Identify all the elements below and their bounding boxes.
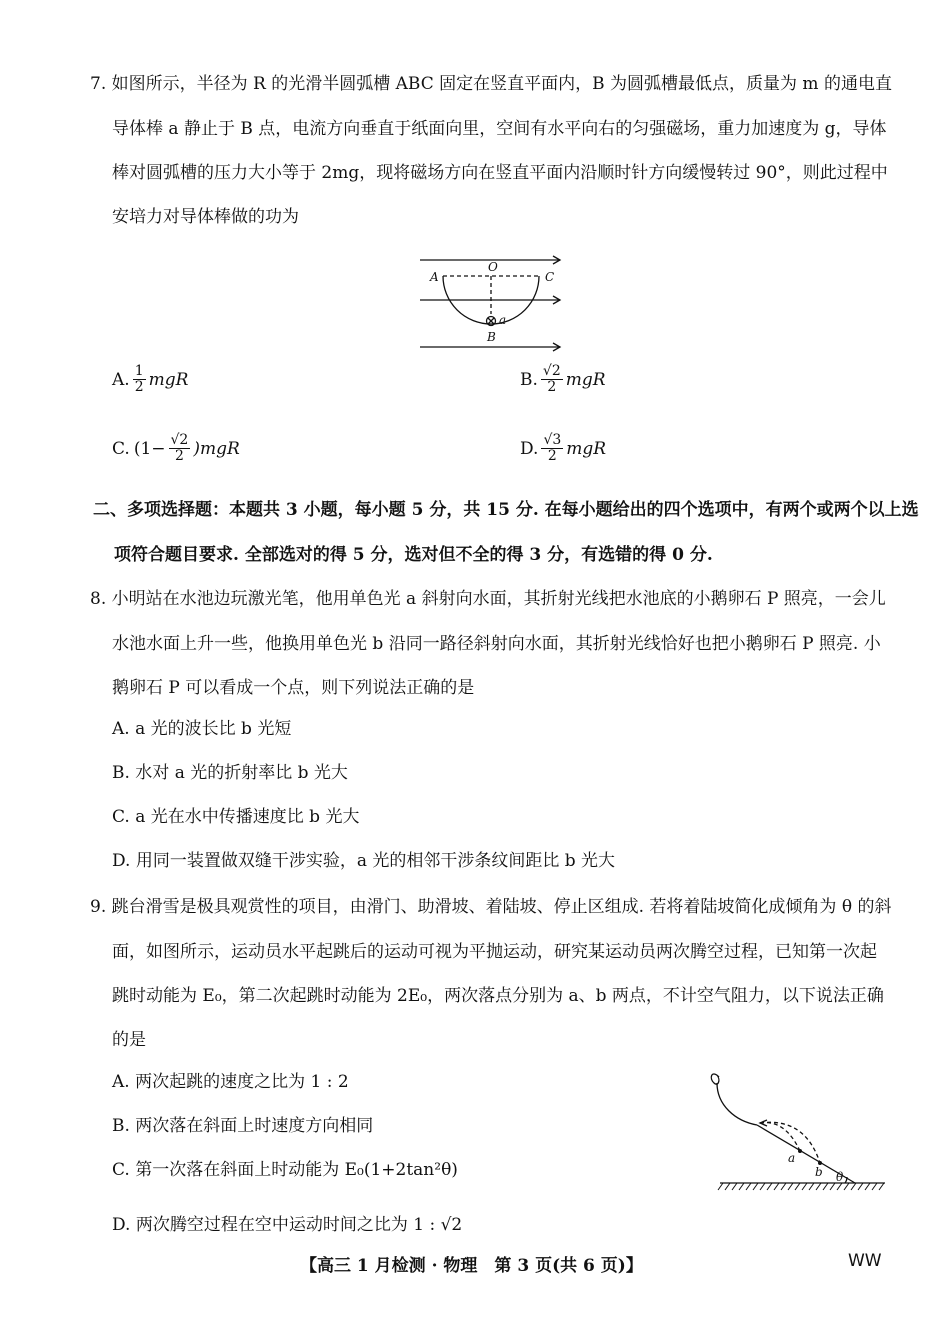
q9-label-b: b <box>815 1165 823 1179</box>
q8-stem-line3: 鹅卵石 P 可以看成一个点，则下列说法正确的是 <box>112 678 475 698</box>
q9-option-a[interactable]: A. 两次起跳的速度之比为 1 : 2 <box>112 1072 349 1092</box>
page-footer: 【高三 1 月检测 · 物理 第 3 页(共 6 页)】 <box>300 1256 643 1276</box>
q9-stem-line1: 9. 跳台滑雪是极具观赏性的项目，由滑门、助滑坡、着陆坡、停止区组成. 若将着陆坡简化成倾角为 θ 的斜 <box>90 897 892 917</box>
q8-stem-line2: 水池水面上升一些，他换用单色光 b 沿同一路径斜射向水面，其折射光线恰好也把小鹅卵石 P 照亮. 小 <box>112 634 881 654</box>
q7-label-B: B <box>487 330 496 344</box>
q7-option-a[interactable]: A. $\frac{1}{2}$ mgR <box>112 363 189 395</box>
q9-label-theta: θ <box>836 1170 844 1184</box>
q9-figure <box>705 1065 890 1200</box>
section2-heading-line2: 项符合题目要求. 全部选对的得 5 分，选对但不全的得 3 分，有选错的得 0 分. <box>114 545 713 565</box>
q7-label-a: a <box>499 313 507 327</box>
q8-option-c[interactable]: C. a 光在水中传播速度比 b 光大 <box>112 807 360 827</box>
q9-option-d[interactable]: D. 两次腾空过程在空中运动时间之比为 1 : √2 <box>112 1215 463 1235</box>
q7-label-C: C <box>545 270 555 284</box>
q7-label-O: O <box>488 260 498 274</box>
q9-stem-line3: 跳时动能为 E₀，第二次起跳时动能为 2E₀，两次落点分别为 a、b 两点，不计空气阻力，以下说法正确 <box>112 986 884 1006</box>
q7-stem-line4: 安培力对导体棒做的功为 <box>112 207 299 227</box>
q8-stem-line1: 8. 小明站在水池边玩激光笔，他用单色光 a 斜射向水面，其折射光线把水池底的小鹅卵石 P 照亮，一会儿 <box>90 589 886 609</box>
q7-figure <box>415 250 565 355</box>
q9-option-c[interactable]: C. 第一次落在斜面上时动能为 E₀(1+2tan²θ) <box>112 1160 458 1180</box>
q7-stem-line1: 7. 如图所示，半径为 R 的光滑半圆弧槽 ABC 固定在竖直平面内，B 为圆弧槽最低点，质量为 m 的通电直 <box>90 74 892 94</box>
q9-option-b[interactable]: B. 两次落在斜面上时速度方向相同 <box>112 1116 374 1136</box>
q9-label-a: a <box>788 1151 796 1165</box>
q7-stem-line3: 棒对圆弧槽的压力大小等于 2mg，现将磁场方向在竖直平面内沿顺时针方向缓慢转过 90°，则此过程中 <box>112 163 888 183</box>
q9-stem-line4: 的是 <box>112 1030 146 1050</box>
q9-stem-line2: 面，如图所示，运动员水平起跳后的运动可视为平抛运动，研究某运动员两次腾空过程，已知第一次起 <box>112 942 877 962</box>
q7-stem-line2: 导体棒 a 静止于 B 点，电流方向垂直于纸面向里，空间有水平向右的匀强磁场，重力加速度为 g，导体 <box>112 119 887 139</box>
q8-option-a[interactable]: A. a 光的波长比 b 光短 <box>112 719 292 739</box>
section2-heading-line1: 二、多项选择题：本题共 3 小题，每小题 5 分，共 15 分. 在每小题给出的四个选项中，有两个或两个以上选 <box>93 500 919 520</box>
q8-option-d[interactable]: D. 用同一装置做双缝干涉实验，a 光的相邻干涉条纹间距比 b 光大 <box>112 851 616 871</box>
q7-option-c[interactable]: C. (1− $\frac{√2}{2}$ )mgR <box>112 432 240 464</box>
paper-code: WW <box>848 1251 882 1271</box>
q7-option-b[interactable]: B. $\frac{√2}{2}$ mgR <box>520 363 606 395</box>
q7-option-d[interactable]: D. $\frac{√3}{2}$ mgR <box>520 432 607 464</box>
q7-label-A: A <box>430 270 439 284</box>
q8-option-b[interactable]: B. 水对 a 光的折射率比 b 光大 <box>112 763 348 783</box>
